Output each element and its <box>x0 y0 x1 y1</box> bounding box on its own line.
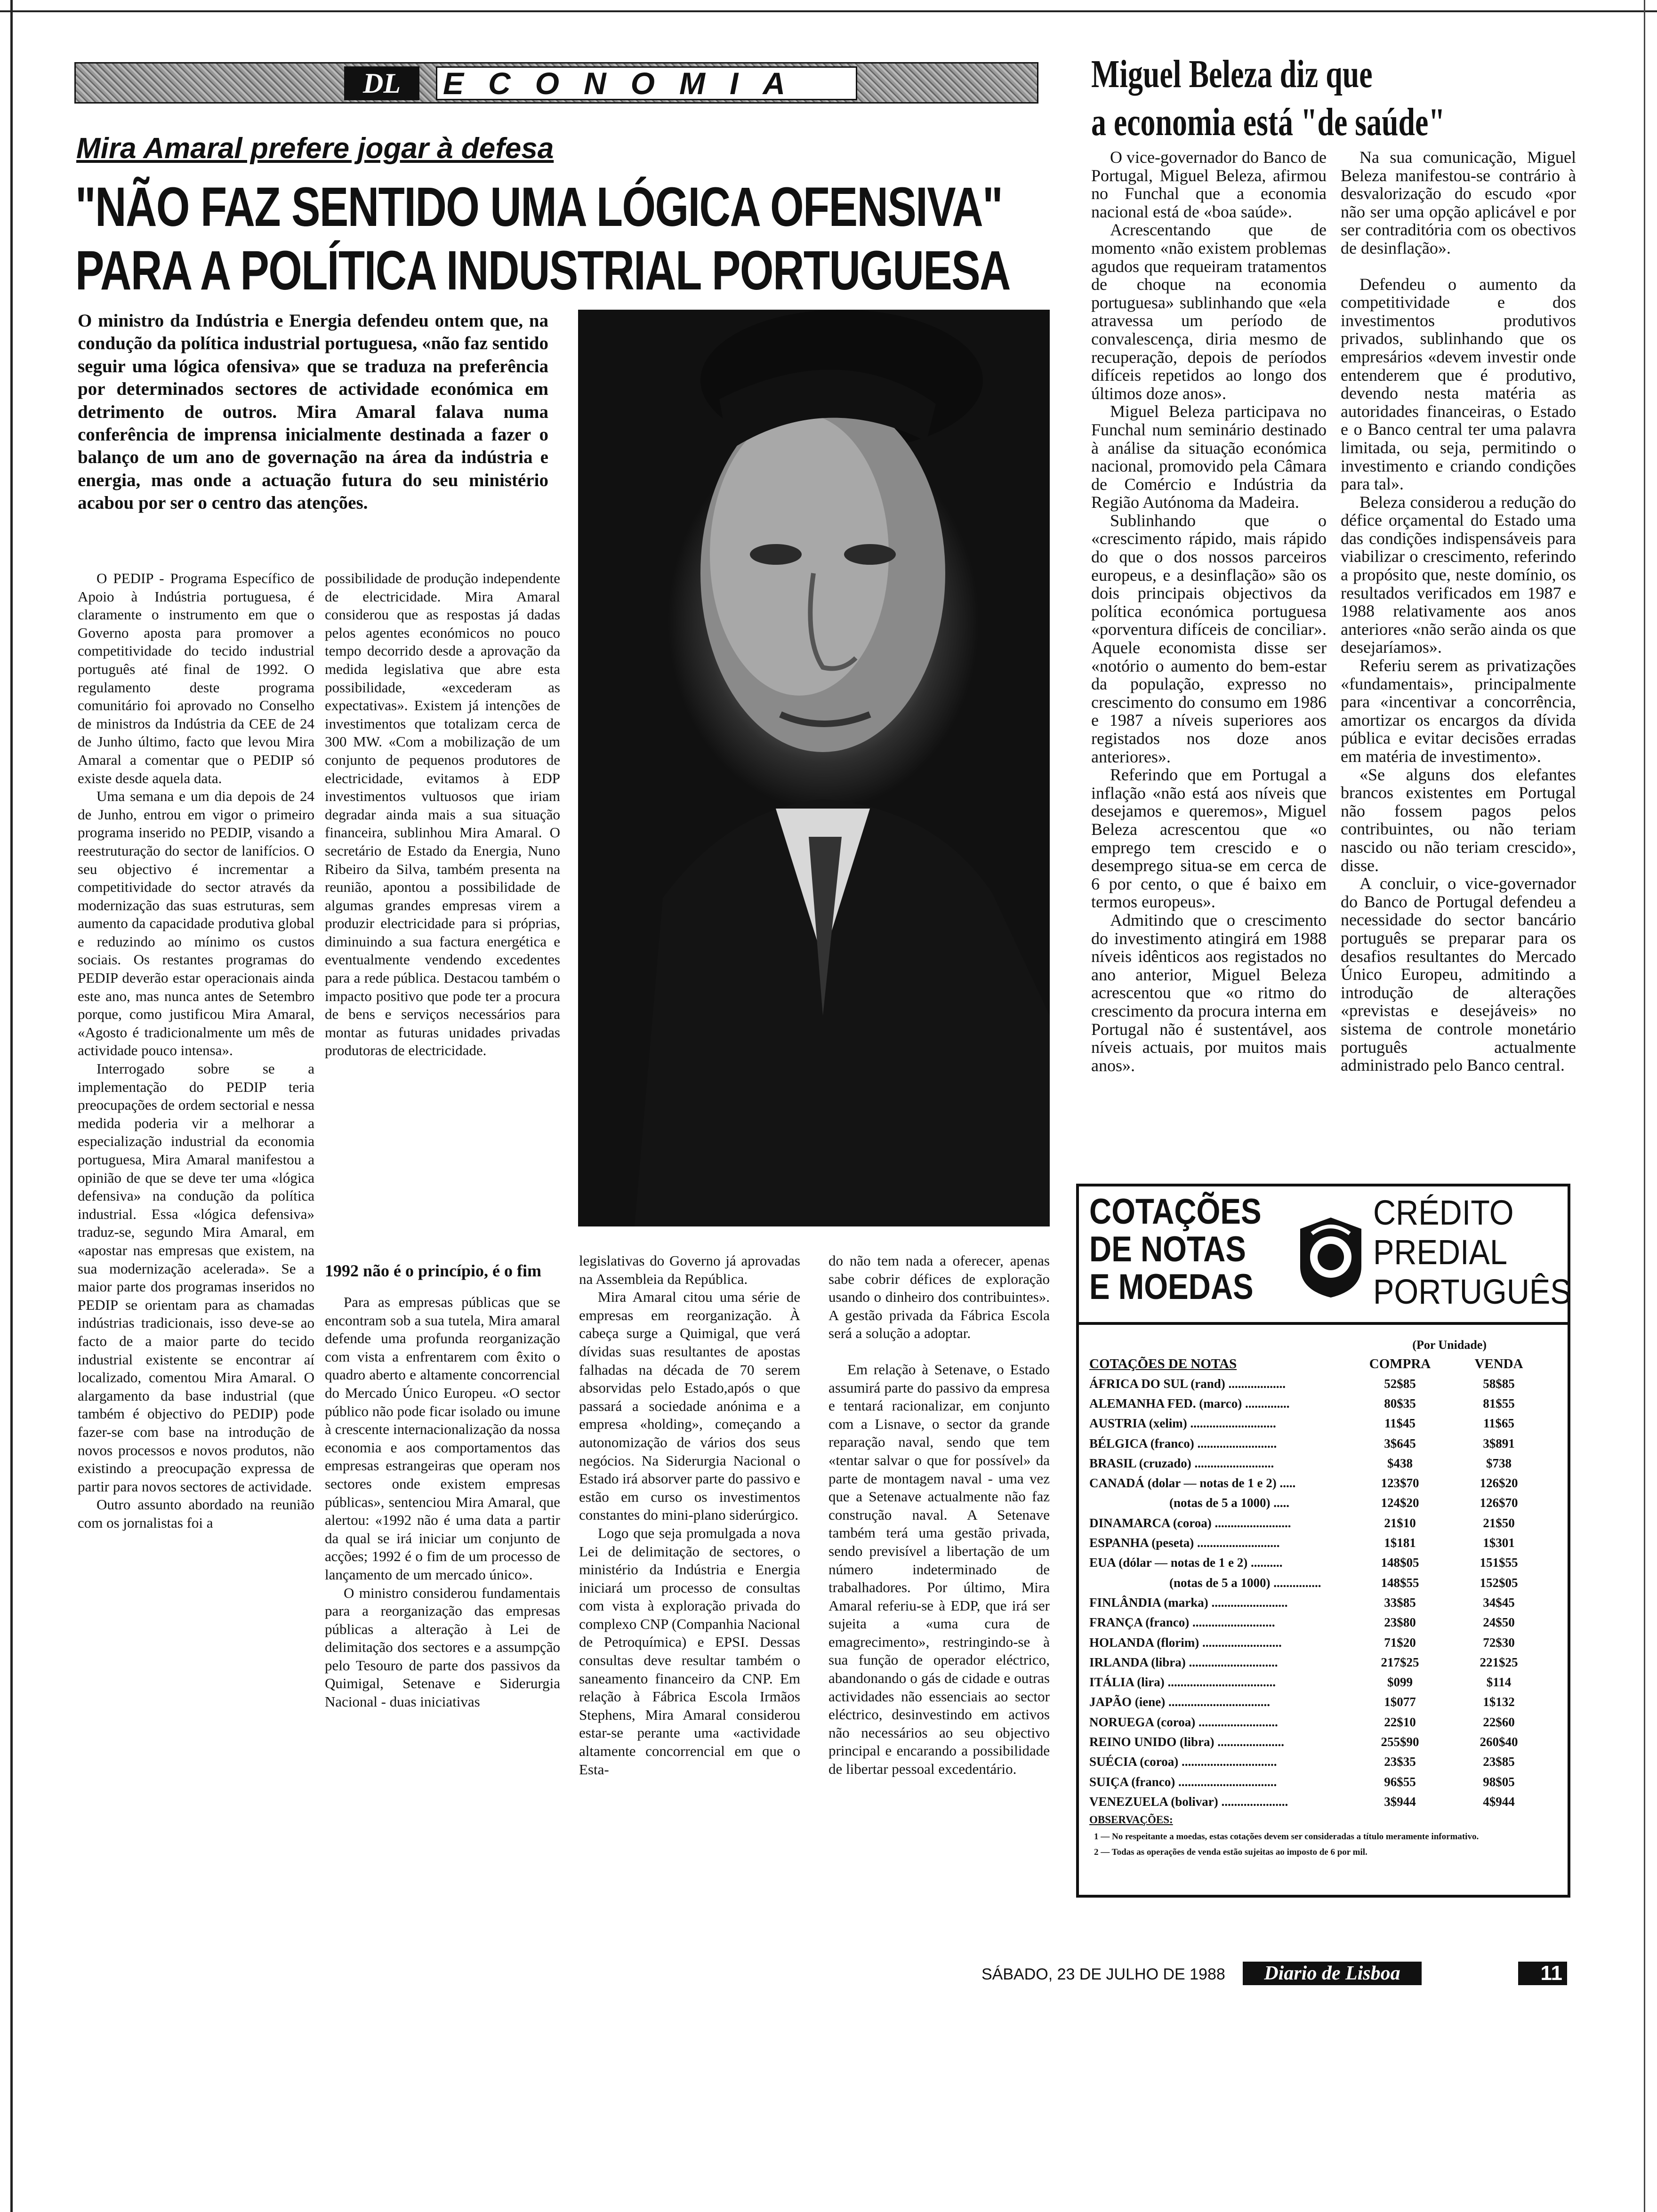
rates-note: 1 — No respeitante a moedas, estas cotações devem ser consideradas a título meramente informativo. <box>1094 1831 1479 1842</box>
rates-row <box>1089 1672 1557 1692</box>
rates-row-sell: 126$20 <box>1480 1476 1518 1491</box>
rates-row-sell: 126$70 <box>1480 1496 1518 1510</box>
rates-row-sell: 3$891 <box>1483 1436 1515 1451</box>
rates-row-name: VENEZUELA (bolivar) ..................... <box>1089 1794 1288 1809</box>
rates-header-sell: VENDA <box>1474 1356 1523 1371</box>
rates-row <box>1089 1473 1557 1493</box>
rates-row-buy: $099 <box>1387 1675 1413 1690</box>
rates-row-buy: 52$85 <box>1384 1376 1416 1391</box>
rates-row-sell: 221$25 <box>1480 1655 1518 1669</box>
article2-paragraph: A concluir, o vice-governador do Banco de Portugal defendeu a necessidade do sector bancário português se preparar para os desafios resultantes do Mercado Único Europeu, admitindo a introdução de alterações «previstas e desejáveis» no sistema de controle monetário português actualmente administrado pelo Banco central. <box>1341 874 1576 1075</box>
rates-notes-title: OBSERVAÇÕES: <box>1089 1813 1173 1826</box>
rates-row-name: FINLÂNDIA (marka) ........................ <box>1089 1595 1288 1610</box>
rates-row-buy: 123$70 <box>1381 1476 1419 1491</box>
rates-note: 2 — Todas as operações de venda estão sujeitas ao imposto de 6 por mil. <box>1094 1847 1367 1857</box>
bank-name <box>1373 1193 1571 1312</box>
article1-column-3 <box>579 1252 800 1779</box>
article1-paragraph: possibilidade de produção independente de electricidade. Mira Amaral considerou que as respostas já dadas pelos agentes económicos no pouco tempo decorrido desde a aprovação da medida legislativa que abre esta possibilidade, «excederam as expectativas». Existem já intenções de investimentos que totalizam cerca de 300 MW. «Com a mobilização de um conjunto de pequenos produtores de electricidade, evitamos à EDP investimentos vultuosos que iriam degradar ainda mais a sua situação financeira, sublinhou Mira Amaral. O secretário de Estado da Energia, Nuno Ribeiro da Silva, também presenta na reunião, apontou a possibilidade de algumas grandes empresas virem a produzir electricidade para si próprias, diminuindo a sua factura energética e eventualmente vendendo excedentes para a rede pública. Destacou também o impacto positivo que pode ter a procura de bens e serviços necessários para montar as futuras unidades privadas produtoras de electricidade. <box>325 570 560 1059</box>
article2-paragraph: «Se alguns dos elefantes brancos existentes em Portugal não fossem pagos pelos contribuintes, ou não teriam nascido ou não teriam crescido», disse. <box>1341 765 1576 875</box>
rates-unit: (Por Unidade) <box>1412 1338 1487 1352</box>
rates-row-sell: 23$85 <box>1483 1755 1515 1769</box>
rates-row-name: ITÁLIA (lira) .................................. <box>1089 1675 1276 1690</box>
rates-row <box>1089 1613 1557 1633</box>
rates-row-buy: 23$80 <box>1384 1615 1416 1630</box>
article1-paragraph: Outro assunto abordado na reunião com os jornalistas foi a <box>78 1496 314 1531</box>
article1-paragraph: do não tem nada a oferecer, apenas sabe cobrir défices de exploração usando o dinheiro dos contribuintes». A gestão privada da Fábrica Escola será a solução a adoptar. <box>828 1252 1050 1342</box>
rates-row <box>1089 1513 1557 1533</box>
rates-row-sell: 81$55 <box>1483 1396 1515 1411</box>
rates-row-buy: 80$35 <box>1384 1396 1416 1411</box>
article2-paragraph: Referindo que em Portugal a inflação «não está aos níveis que desejamos e queremos», Miguel Beleza acrescentou que «o emprego tem crescido e o desemprego situa-se em cerca de 6 por cento, o que é baixo em termos europeus». <box>1091 765 1327 912</box>
rates-row-name: AUSTRIA (xelim) ........................... <box>1089 1416 1276 1431</box>
article2-paragraph: Admitindo que o crescimento do investimento atingirá em 1988 níveis idênticos aos registados no ano anterior, Miguel Beleza acrescentou que «o ritmo do crescimento da procura interna em Portugal não é sustentável, aos níveis actuais, por muitos mais anos». <box>1091 910 1327 1075</box>
rates-row-buy: $438 <box>1387 1456 1413 1470</box>
rates-row-buy: 124$20 <box>1381 1496 1419 1510</box>
rates-row-name: EUA (dólar — notas de 1 e 2) .......... <box>1089 1555 1283 1570</box>
article1-paragraph: Em relação à Setenave, o Estado assumirá parte do passivo da empresa e tentará racionalizar, em conjunto com a Lisnave, o sector da grande reparação naval, sendo que tem «tentar salvar o que for possível» da parte de montagem naval - uma vez que a Setenave actualmente não faz construção naval. A Setenave também terá uma gestão privada, sendo previsível a libertação de um número indeterminado de trabalhadores. Por último, Mira Amaral referiu-se à EDP, que irá ser sujeita a «uma cura de emagrecimento», restringindo-se à sua função de operador eléctrico, abandonando o gás de cidade e outras actividades não essenciais ao sector eléctrico, desinvestindo em activos não necessários ao seu objectivo principal e encarando a possibilidade de libertar pessoal excedentário. <box>828 1361 1050 1778</box>
article2-headline-line1: Miguel Beleza diz que <box>1091 52 1373 96</box>
footer-paper-name: Diario de Lisboa <box>1243 1962 1422 1985</box>
article2-paragraph: Acrescentando que de momento «não existem problemas agudos que requeiram tratamentos de choque na economia portuguesa» sublinhando que «ela atravessa um período de convalescença, diria mesmo de recuperação, depois de períodos difíceis repetidos ao longo dos últimos doze anos». <box>1091 220 1327 403</box>
bank-name-line: PREDIAL <box>1373 1233 1508 1272</box>
rates-row-name: NORUEGA (coroa) ......................... <box>1089 1715 1278 1729</box>
rates-row-buy: 3$944 <box>1384 1794 1416 1809</box>
rates-row-name: BÉLGICA (franco) ......................... <box>1089 1436 1277 1451</box>
rates-row <box>1089 1533 1557 1553</box>
rates-row <box>1089 1593 1557 1612</box>
rates-row <box>1089 1573 1557 1593</box>
rates-row <box>1089 1414 1557 1434</box>
rates-row-sell: 4$944 <box>1483 1794 1515 1809</box>
rates-row-name: HOLANDA (florim) ......................... <box>1089 1635 1282 1650</box>
rates-table-box <box>1076 1325 1570 1898</box>
portrait-photo <box>578 310 1050 1226</box>
rates-row-sell: 24$50 <box>1483 1615 1515 1630</box>
footer-date: SÁBADO, 23 DE JULHO DE 1988 <box>981 1965 1225 1983</box>
article2-paragraph: Sublinhando que o «crescimento rápido, mais rápido do que o dos nossos parceiros europeus, e a desinflação» são os dois principais objectivos da política económica portuguesa «porventura difíceis de conciliar». Aquele economista disse ser «notório o aumento do bem-estar da população, expresso no crescimento do consumo em 1986 e 1987 a níveis superiores aos registados nos doze anos anteriores». <box>1091 511 1327 766</box>
article1-paragraph: legislativas do Governo já aprovadas na Assembleia da República. <box>579 1252 800 1287</box>
rates-row-name: IRLANDA (libra) ............................ <box>1089 1655 1278 1669</box>
article2-column-1 <box>1091 148 1327 1074</box>
article1-kicker: Mira Amaral prefere jogar à defesa <box>76 132 554 165</box>
rates-title-line: COTAÇÕES <box>1089 1192 1262 1232</box>
rates-row <box>1089 1732 1557 1752</box>
rates-row-sell: 72$30 <box>1483 1635 1515 1650</box>
bank-logo-icon <box>1295 1215 1366 1299</box>
rates-row <box>1089 1434 1557 1453</box>
rates-row <box>1089 1712 1557 1732</box>
rates-row-name: FRANÇA (franco) .......................... <box>1089 1615 1275 1630</box>
rates-row-sell: 11$65 <box>1483 1416 1514 1431</box>
rates-row-sell: 21$50 <box>1483 1515 1515 1530</box>
bank-name-line: CRÉDITO <box>1373 1193 1514 1232</box>
rates-row-sell: 22$60 <box>1483 1715 1515 1729</box>
rates-row-name: BRASIL (cruzado) ......................... <box>1089 1456 1274 1470</box>
article1-column-2-lower <box>325 1247 560 1711</box>
article1-paragraph: O ministro considerou fundamentais para a reorganização das empresas públicas a alteração à Lei de delimitação dos sectores e a assumpção pelo Tesouro de parte dos passivos da Quimigal, Setenave e Siderurgia Nacional - duas iniciativas <box>325 1584 560 1710</box>
article1-paragraph: Uma semana e um dia depois de 24 de Junho, entrou em vigor o primeiro programa inserido no PEDIP, visando a reestruturação do sector de lanifícios. O seu objectivo é incrementar a competitividade do sector através da modernização das suas estruturas, sem aumento da capacidade produtiva global e reduzindo ao mínimo os custos sociais. Os restantes programas do PEDIP deverão estar operacionais ainda este ano, mas nunca antes de Setembro porque, como justificou Mira Amaral, «Agosto é tradicionalmente um mês de actividade pouco intensa». <box>78 788 314 1059</box>
rates-row-sell: 1$301 <box>1483 1536 1515 1550</box>
rates-row-name: DINAMARCA (coroa) ........................ <box>1089 1515 1291 1530</box>
article2-headline-line2: a economia está "de saúde" <box>1091 100 1445 144</box>
rates-row <box>1089 1493 1557 1513</box>
rates-row-name: JAPÃO (iene) ................................ <box>1089 1695 1270 1709</box>
rates-row <box>1089 1374 1557 1394</box>
article1-lead: O ministro da Indústria e Energia defendeu ontem que, na condução da política industrial portuguesa, «não faz sentido seguir uma lógica ofensiva» que se traduza na preferência por determinados sectores de actividade económica em detrimento de outros. Mira Amaral falava numa conferência de imprensa inicialmente destinada a fazer o balanço de um ano de governação na área da indústria e energia, mas onde a actuação futura do seu ministério acabou por ser o centro das atenções. <box>78 311 548 513</box>
article2-paragraph: Miguel Beleza participava no Funchal num seminário destinado à análise da situação económica nacional, promovido pela Câmara de Comércio e Indústria da Região Autónoma da Madeira. <box>1091 402 1327 512</box>
rates-row-sell: 98$05 <box>1483 1774 1515 1789</box>
footer-page-number: 11 <box>1518 1962 1567 1985</box>
rates-row-name: (notas de 5 a 1000) ............... <box>1169 1575 1321 1590</box>
rates-header-buy: COMPRA <box>1369 1356 1431 1371</box>
rates-row-sell: 34$45 <box>1483 1595 1515 1610</box>
rates-row <box>1089 1453 1557 1473</box>
rates-row-buy: 217$25 <box>1381 1655 1419 1669</box>
rates-row <box>1089 1772 1557 1792</box>
rates-row-buy: 11$45 <box>1384 1416 1416 1431</box>
article2-paragraph: Na sua comunicação, Miguel Beleza manifestou-se contrário à desvalorização do escudo «por não ser uma opção aplicável e por ser contraditória com os obectivos de desinflação». <box>1341 148 1576 257</box>
rates-row <box>1089 1692 1557 1712</box>
top-rule <box>0 10 1657 12</box>
rates-row-name: (notas de 5 a 1000) ..... <box>1169 1496 1289 1510</box>
rates-row-sell: 152$05 <box>1480 1575 1518 1590</box>
rates-row-buy: 33$85 <box>1384 1595 1416 1610</box>
rates-row-name: ALEMANHA FED. (marco) .............. <box>1089 1396 1290 1411</box>
rates-row-sell: 151$55 <box>1480 1555 1518 1570</box>
section-banner <box>74 62 1038 104</box>
rates-title <box>1089 1193 1262 1306</box>
rates-header-label: COTAÇÕES DE NOTAS <box>1089 1356 1237 1371</box>
article1-column-2 <box>325 569 560 1060</box>
rates-row-name: SUÉCIA (coroa) .............................. <box>1089 1755 1277 1769</box>
rates-header-row <box>1089 1352 1557 1372</box>
rates-row <box>1089 1792 1557 1811</box>
rates-row-buy: 22$10 <box>1384 1715 1416 1729</box>
rates-row-buy: 255$90 <box>1381 1734 1419 1749</box>
article1-column-1 <box>78 569 314 1532</box>
article1-headline-line2: PARA A POLÍTICA INDUSTRIAL PORTUGUESA <box>75 240 1010 302</box>
portrait-figure <box>578 310 1050 1226</box>
rates-row-buy: 148$55 <box>1381 1575 1419 1590</box>
rates-row-name: SUIÇA (franco) ............................... <box>1089 1774 1277 1789</box>
rates-row-buy: 3$645 <box>1384 1436 1416 1451</box>
rates-row-sell: $114 <box>1486 1675 1512 1690</box>
rates-row-buy: 1$181 <box>1384 1536 1416 1550</box>
bank-name-line: PORTUGUÊS <box>1373 1272 1571 1311</box>
rates-row-buy: 21$10 <box>1384 1515 1416 1530</box>
article2-column-2 <box>1341 148 1576 1074</box>
rates-row-sell: 58$85 <box>1483 1376 1515 1391</box>
article1-subheading: 1992 não é o princípio, é o fim <box>325 1261 541 1280</box>
rates-row-buy: 96$55 <box>1384 1774 1416 1789</box>
article2-paragraph: Beleza considerou a redução do défice orçamental do Estado uma das condições indispensáveis para viabilizar o crescimento, referindo a propósito que, neste domínio, os resultados verificados em 1987 e 1988 relativamente aos anos anteriores «não serão ainda os que desejaríamos». <box>1341 492 1576 657</box>
article1-paragraph: Mira Amaral citou uma série de empresas em reorganização. À cabeça surge a Quimigal, que verá dívidas suas resultantes de apostas falhadas na década de 70 serem absorvidas pelo Estado,após o que passará a sociedade anónima e a empresa «holding», começando a autonomização de vários dos seus negócios. Na Siderurgia Nacional o Estado irá absorver parte do passivo e estão em curso os investimentos constantes do mini-plano siderúrgico. <box>579 1289 801 1523</box>
rates-row <box>1089 1553 1557 1573</box>
rates-row-name: ESPANHA (peseta) .......................... <box>1089 1536 1280 1550</box>
section-logo: DL <box>344 66 419 100</box>
article1-paragraph: Para as empresas públicas que se encontram sob a sua tutela, Mira amaral defende uma profunda reorganização com vista a enfrentarem com êxito o quadro aberto e altamente concorrencial do Mercado Único Europeu. «O sector público não pode ficar isolado ou imune à crescente internacionalização da nossa economia e aos comportamentos das empresas estrangeiras que operam nos sectores onde existem empresas públicas», sentenciou Mira Amaral, que alertou: «1992 não é uma data a partir da qual se irá iniciar um conjunto de acções; 1992 é o fim de um processo de lançamento de um mercado único». <box>325 1294 560 1583</box>
rates-row <box>1089 1633 1557 1652</box>
rates-rows <box>1089 1374 1557 1812</box>
right-rule <box>1644 0 1645 2212</box>
rates-row-buy: 1$077 <box>1384 1695 1416 1709</box>
left-rule <box>10 0 13 2212</box>
rates-row-sell: $738 <box>1486 1456 1512 1470</box>
rates-row <box>1089 1394 1557 1413</box>
rates-row <box>1089 1652 1557 1672</box>
rates-title-line: DE NOTAS <box>1089 1229 1246 1269</box>
article2-paragraph: O vice-governador do Banco de Portugal, Miguel Beleza, afirmou no Funchal que a economia nacional está de «boa saúde». <box>1091 148 1327 221</box>
rates-row-sell: 260$40 <box>1480 1734 1518 1749</box>
article2-paragraph: Referiu serem as privatizações «fundamentais», principalmente para «incentivar a concorrência, amortizar os encargos da dívida pública e evitar decisões erradas em matéria de investimento». <box>1341 656 1576 766</box>
article1-column-4 <box>828 1252 1050 1779</box>
article2-paragraph: Defendeu o aumento da competitividade e dos investimentos produtivos privados, sublinhando que os empresários «devem investir onde entenderem que é produtivo, devendo nesta matéria as autoridades financeiras, o Estado e o Banco central ter uma palavra limitada, ou seja, permitindo o investimento e criando condições para tal». <box>1341 274 1576 494</box>
rates-title-line: E MOEDAS <box>1089 1267 1254 1307</box>
rates-row-name: ÁFRICA DO SUL (rand) .................. <box>1089 1376 1286 1391</box>
rates-row <box>1089 1752 1557 1772</box>
rates-row-name: REINO UNIDO (libra) ..................... <box>1089 1734 1285 1749</box>
rates-row-buy: 23$35 <box>1384 1755 1416 1769</box>
section-title: ECONOMIA <box>443 66 810 101</box>
rates-header-box <box>1076 1184 1570 1325</box>
rates-row-buy: 148$05 <box>1381 1555 1419 1570</box>
rates-row-name: CANADÁ (dolar — notas de 1 e 2) ..... <box>1089 1476 1296 1491</box>
rates-row-sell: 1$132 <box>1483 1695 1515 1709</box>
rates-row-buy: 71$20 <box>1384 1635 1416 1650</box>
article1-paragraph: Logo que seja promulgada a nova Lei de delimitação de sectores, o ministério da Indústria e Energia iniciará um processo de consultas com vista à exploração privada do complexo CNP (Companhia Nacional de Petroquímica) e EPSI. Dessas consultas deve resultar também o saneamento financeiro da CNP. Em relação à Fábrica Escola Irmãos Stephens, Mira Amaral considerou estar-se perante uma «actividade altamente concorrencial em que o Esta- <box>579 1524 800 1778</box>
article1-paragraph: Interrogado sobre se a implementação do PEDIP teria preocupações de ordem sectorial e nessa medida poderia vir a melhorar a especialização industrial da economia portuguesa, Mira Amaral manifestou a opinião de que se deve ter uma «lógica defensiva» na condução da política industrial. Essa «lógica defensiva» traduz-se, segundo Mira Amaral, em «apostar nas empresas que existem, na sua modernização acelerada». Se a maior parte dos programas inseridos no PEDIP se orientam para as chamadas indústrias tradicionais, isso deve-se ao facto de a maior parte do tecido industrial existente se encontrar aí localizado, comentou Mira Amaral. O alargamento da base industrial (que também é objectivo do PEDIP) pode fazer-se com base na introdução de novos processos e novos produtos, não existindo a preocupação expressa de partir para novos sectores de actividade. <box>78 1060 314 1495</box>
article1-paragraph: O PEDIP - Programa Específico de Apoio à Indústria portuguesa, é claramente o instrumento em que o Governo aposta para promover a competitividade do tecido industrial português até final de 1992. O regulamento deste programa comunitário foi aprovado no Conselho de ministros da Indústria da CEE de 24 de Junho último, facto que levou Mira Amaral a comentar que o PEDIP só existe desde aquela data. <box>78 570 314 786</box>
article1-headline-line1: "NÃO FAZ SENTIDO UMA LÓGICA OFENSIVA" <box>75 176 1003 238</box>
